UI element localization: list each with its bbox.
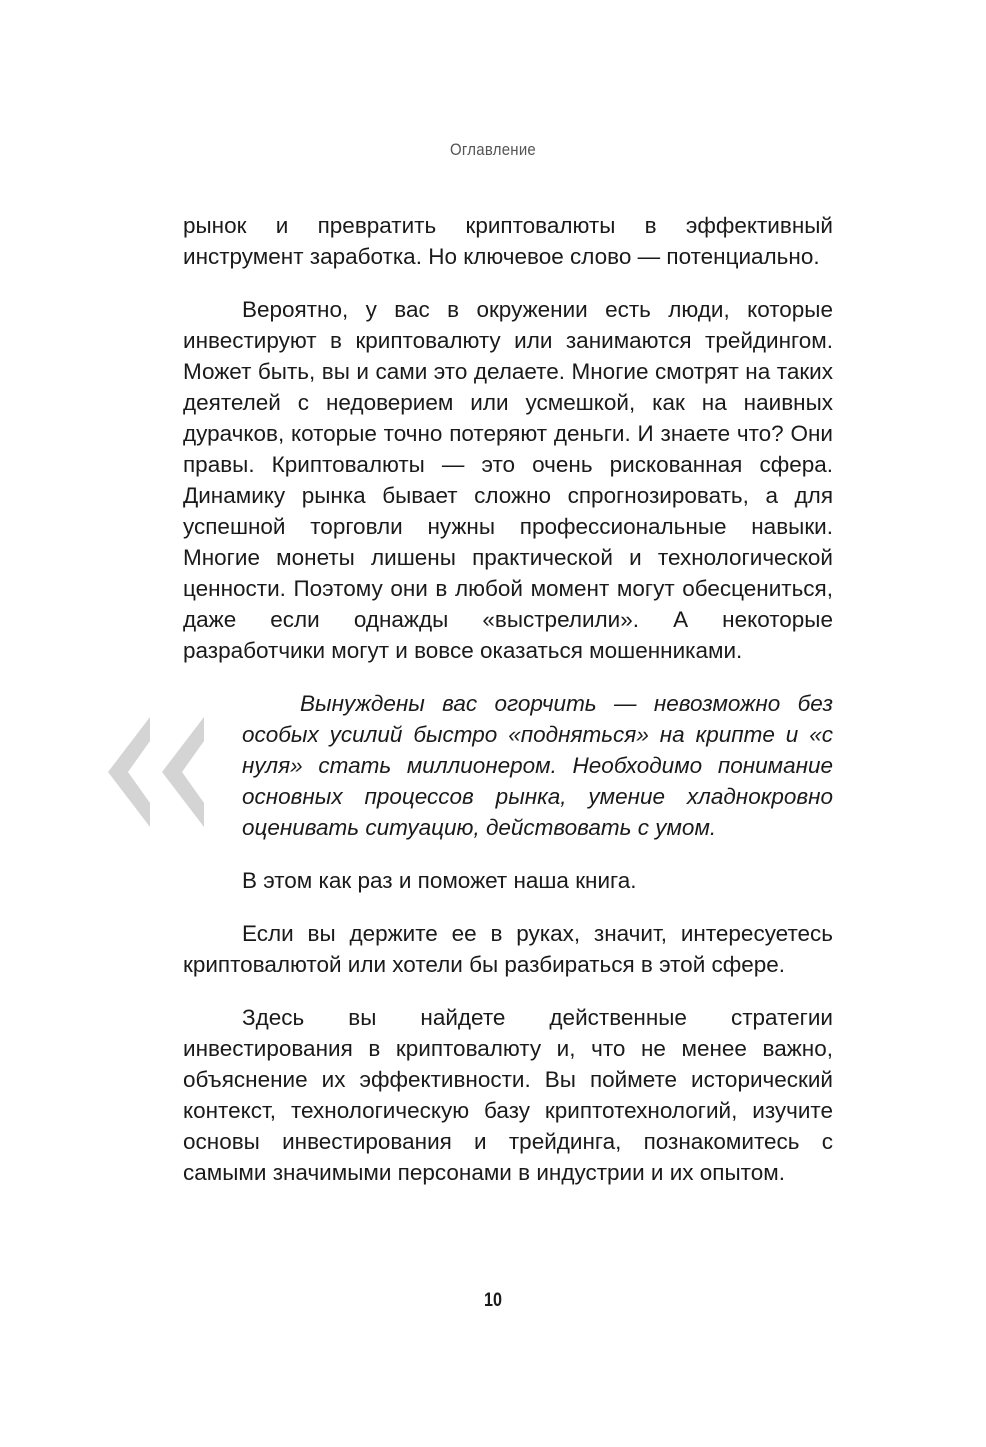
paragraph-book-helps: В этом как раз и поможет наша книга. [242,868,637,893]
guillemet-left-chevron [108,717,150,827]
pull-quote-text: Вынуждены вас огорчить — невозможно без особых усилий быстро «подняться» на крипте и «с нуля» стать миллионером. Необходимо понимание основных процессов рынка, умение хладнокровно оценивать ситуацию, действовать с умом. [242,691,833,840]
paragraph-contents: Здесь вы найдете действенные стратегии инвестирования в криптовалюту и, что не менее важно, объяснение их эффективности. Вы поймете исторический контекст, технологическую базу криптотехнологий, изучите основы инвестирования и трейдинга, познакомитесь с самыми значимыми персонами в индустрии и их опытом. [183,1005,833,1185]
paragraph-continuation: рынок и превратить криптовалюты в эффективный инструмент заработка. Но ключевое слово — потенциально. [183,213,833,269]
paragraph-risks: Вероятно, у вас в окружении есть люди, которые инвестируют в криптовалюту или занимаются трейдингом. Может быть, вы и сами это делаете. Многие смотрят на таких деятелей с недоверием или усмешкой, как на наивных дурачков, которые точно потеряют деньги. И знаете что? Они правы. Криптовалюты — это очень рискованная сфера. Динамику рынка бывает сложно спрогнозировать, а для успешной торговли нужны профессиональные навыки. Многие монеты лишены практической и технологической ценности. Поэтому они в любой момент могут обесцениться, даже если однажды «выстрелили». А некоторые разработчики могут и вовсе оказаться мошенниками. [183,297,833,663]
main-text [183,210,833,1188]
running-header: Оглавление [449,140,537,159]
pull-quote [183,688,833,843]
page-number: 10 [484,1290,502,1311]
paragraph-interest: Если вы держите ее в руках, значит, интересуетесь криптовалютой или хотели бы разбираться в этой сфере. [183,921,833,977]
